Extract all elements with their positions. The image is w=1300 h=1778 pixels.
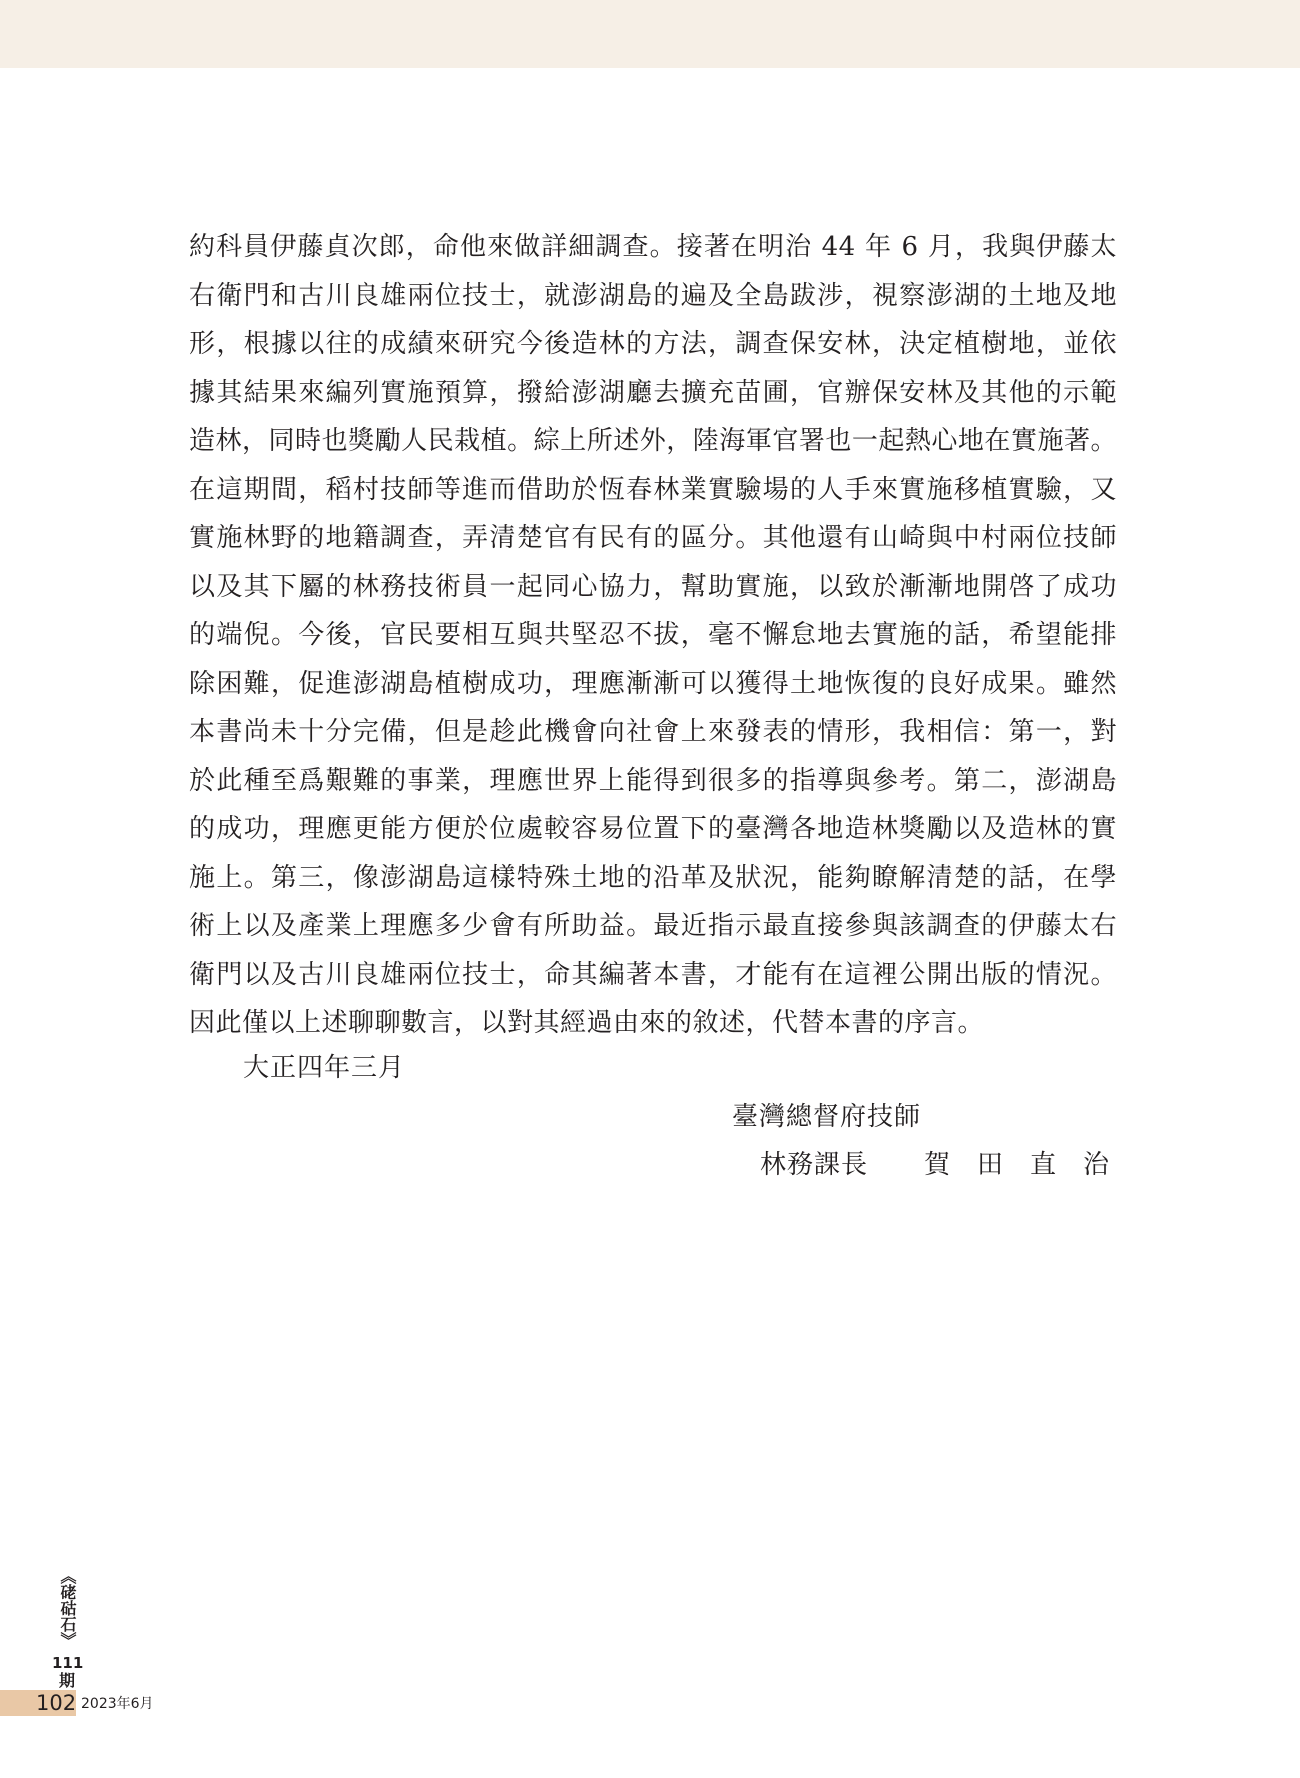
page-number: 102 [36,1691,77,1715]
text-line: 術上以及產業上理應多少會有所助益。最近指示最直接參與該調查的伊藤太右 [189,911,1117,941]
magazine-issue-label [52,1568,82,1690]
text-line: 施上。第三，像澎湖島這樣特殊土地的沿革及狀況，能夠瞭解清楚的話，在學 [189,862,1117,893]
publish-date: 2023年6月 [81,1696,154,1712]
issue-number: 111 [52,1654,84,1672]
top-header-band [0,0,1300,68]
preface-date: 大正四年三月 [243,1053,406,1083]
text-line: 右衛門和古川良雄兩位技士，就澎湖島的遍及全島跋涉，視察澎湖的土地及地 [189,280,1117,311]
signature-title: 林務課長 [760,1150,869,1180]
text-line: 以及其下屬的林務技術員一起同心協力，幫助實施，以致於漸漸地開啓了成功 [189,571,1117,602]
signature-organization: 臺灣總督府技師 [732,1102,922,1132]
text-line: 實施林野的地籍調查，弄清楚官有民有的區分。其他還有山崎與中村兩位技師 [189,523,1117,553]
text-line: 衛門以及古川良雄兩位技士，命其編著本書，才能有在這裡公開出版的情況。 [189,959,1117,990]
text-line: 本書尚未十分完備，但是趁此機會向社會上來發表的情形，我相信：第一，對 [189,717,1117,747]
issue-suffix: 期 [58,1671,75,1690]
text-line: 造林，同時也獎勵人民栽植。綜上所述外，陸海軍官署也一起熱心地在實施著。 [189,426,1117,456]
text-line: 於此種至爲艱難的事業，理應世界上能得到很多的指導與參考。第二，澎湖島 [189,765,1117,796]
text-line: 約科員伊藤貞次郎，命他來做詳細調查。接著在明治 44 年 6 月，我與伊藤太 [189,232,1117,262]
text-line: 的成功，理應更能方便於位處較容易位置下的臺灣各地造林獎勵以及造林的實 [189,814,1117,844]
signature-line [760,1141,1136,1189]
magazine-title: 《硓𥑮石》 [58,1568,77,1648]
text-line: 除困難，促進澎湖島植樹成功，理應漸漸可以獲得土地恢復的良好成果。雖然 [189,668,1117,699]
text-line: 據其結果來編列實施預算，撥給澎湖廳去擴充苗圃，官辦保安林及其他的示範 [189,377,1117,408]
signature-name: 賀田直治 [924,1150,1137,1180]
text-line: 的端倪。今後，官民要相互與共堅忍不拔，毫不懈怠地去實施的話，希望能排 [189,620,1117,650]
text-line: 在這期間，稻村技師等進而借助於恆春林業實驗場的人手來實施移植實驗，又 [189,474,1117,505]
text-line: 形，根據以往的成績來研究今後造林的方法，調查保安林，決定植樹地，並依 [189,329,1117,359]
preface-body-text [189,223,1117,1048]
text-line: 因此僅以上述聊聊數言，以對其經過由來的敘述，代替本書的序言。 [189,1008,985,1038]
